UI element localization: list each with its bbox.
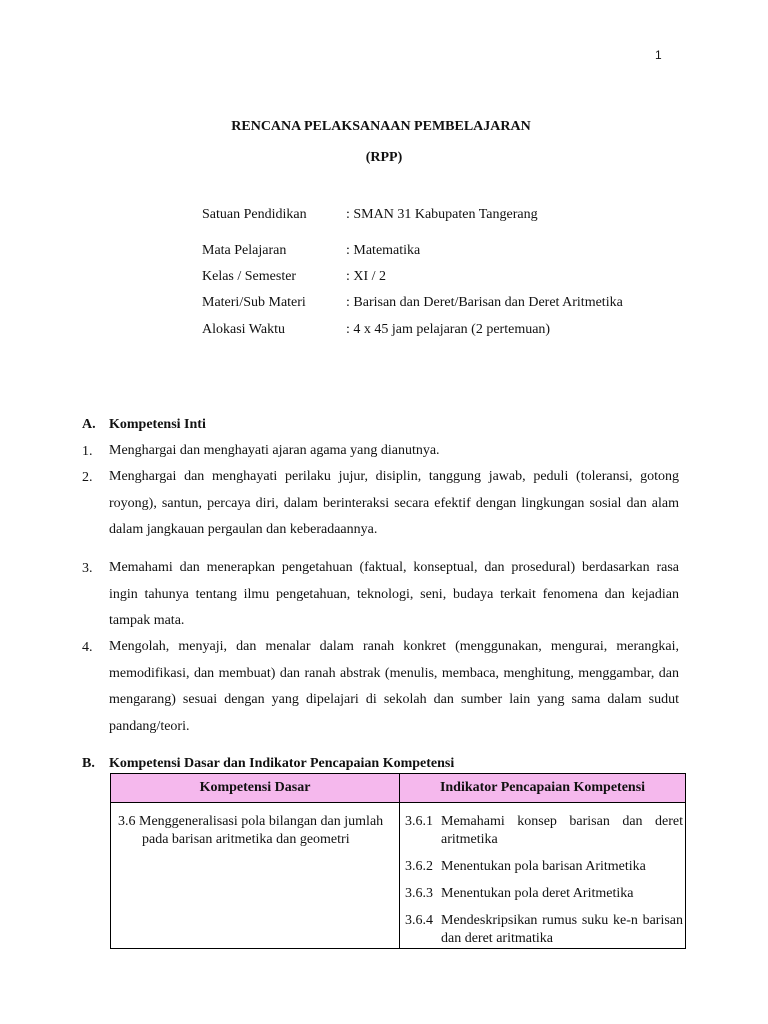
indicator-text: Menentukan pola deret Aritmetika: [441, 886, 634, 901]
table-header-kompetensi-dasar: Kompetensi Dasar: [111, 774, 400, 803]
section-letter: A.: [82, 417, 96, 432]
info-value: : XI / 2: [346, 269, 387, 284]
list-text: Memahami dan menerapkan pengetahuan (faktual, konseptual, dan prosedural) berdasarkan rasa ingin tahunya tentang ilmu pengetahuan, teknologi, seni, budaya terkait fenomena dan kejadian tampak mata.: [109, 560, 679, 629]
document-subtitle: (RPP): [365, 150, 403, 165]
table-header-row: [111, 774, 686, 803]
info-label: Satuan Pendidikan: [202, 207, 307, 222]
indicator-code: 3.6.4: [405, 913, 433, 928]
table-row: [111, 803, 686, 949]
list-text: Menghargai dan menghayati perilaku jujur, disiplin, tanggung jawab, peduli (toleransi, gotong royong), santun, percaya diri, dalam berinteraksi secara efektif dengan lingkungan sosial dan alam dalam jangkauan pergaulan dan keberadaannya.: [109, 469, 679, 538]
section-title: Kompetensi Inti: [109, 417, 206, 432]
section-letter: B.: [82, 756, 95, 771]
info-label: Alokasi Waktu: [202, 322, 285, 337]
document-title: RENCANA PELAKSANAAN PEMBELAJARAN: [231, 119, 531, 134]
list-number: 2.: [82, 470, 93, 485]
page-number: 1: [655, 48, 662, 62]
info-value: : Barisan dan Deret/Barisan dan Deret Aritmetika: [346, 295, 623, 310]
indicator-item: [405, 885, 683, 903]
indicator-code: 3.6.3: [405, 886, 433, 901]
info-label: Mata Pelajaran: [202, 243, 287, 258]
indicator-item: [405, 813, 683, 849]
list-number: 1.: [82, 444, 93, 459]
info-value: : Matematika: [346, 243, 421, 258]
section-title: Kompetensi Dasar dan Indikator Pencapaian Kompetensi: [109, 756, 455, 771]
indicator-text: Memahami konsep barisan dan deret aritmetika: [441, 814, 683, 847]
competency-table: [110, 773, 686, 949]
info-value: : SMAN 31 Kabupaten Tangerang: [346, 207, 538, 222]
indicator-item: [405, 858, 683, 876]
table-header-indikator: Indikator Pencapaian Kompetensi: [400, 774, 686, 803]
indicator-item: [405, 912, 683, 948]
list-number: 3.: [82, 561, 93, 576]
list-text: Mengolah, menyaji, dan menalar dalam ranah konkret (menggunakan, mengurai, merangkai, memodifikasi, dan membuat) dan ranah abstrak (menulis, membaca, menghitung, menggambar, dan mengarang) sesuai dengan yang dipelajari di sekolah dan sumber lain yang sama dalam sudut pandang/teori.: [109, 639, 679, 734]
table-cell-kd: [111, 803, 400, 949]
info-label: Kelas / Semester: [202, 269, 297, 284]
indicator-text: Mendeskripsikan rumus suku ke-n barisan dan deret aritmatika: [441, 913, 683, 946]
indicator-text: Menentukan pola barisan Aritmetika: [441, 859, 646, 874]
kd-text: 3.6 Menggeneralisasi pola bilangan dan jumlah pada barisan aritmetika dan geometri: [118, 814, 384, 847]
table-cell-indicators: [400, 803, 686, 949]
indicator-code: 3.6.1: [405, 814, 433, 829]
info-label: Materi/Sub Materi: [202, 295, 306, 310]
list-text: Menghargai dan menghayati ajaran agama yang dianutnya.: [109, 443, 440, 458]
list-number: 4.: [82, 640, 93, 655]
info-value: : 4 x 45 jam pelajaran (2 pertemuan): [346, 322, 551, 337]
indicator-code: 3.6.2: [405, 859, 433, 874]
